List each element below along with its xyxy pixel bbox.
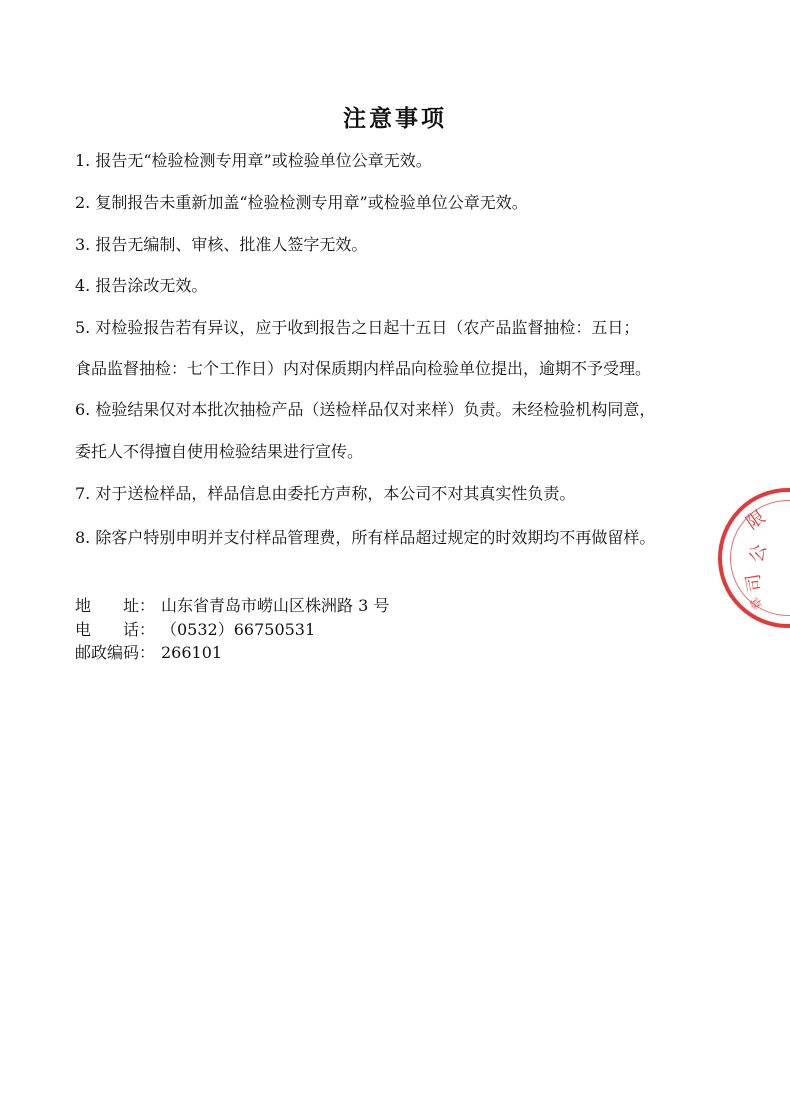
seal-char: 限 <box>742 506 770 534</box>
notice-item-6-continued: 委托人不得擅自使用检验结果进行宣传。 <box>75 442 364 461</box>
seal-char: 公 <box>745 541 771 565</box>
notice-item-1: 1. 报告无“检验检测专用章”或检验单位公章无效。 <box>75 151 432 170</box>
notice-item-5: 5. 对检验报告若有异议，应于收到报告之日起十五日（农产品监督抽检：五日； <box>75 318 640 337</box>
seal-char: 章 <box>747 594 766 613</box>
notice-item-5-continued: 食品监督抽检：七个工作日）内对保质期内样品向检验单位提出，逾期不予受理。 <box>75 359 652 378</box>
notice-item-3: 3. 报告无编制、审核、批准人签字无效。 <box>75 235 368 254</box>
notice-item-8: 8. 除客户特别申明并支付样品管理费，所有样品超过规定的时效期均不再做留样。 <box>75 528 656 547</box>
notice-item-7: 7. 对于送检样品，样品信息由委托方声称，本公司不对其真实性负责。 <box>75 484 576 503</box>
page-title: 注意事项 <box>343 105 447 132</box>
postcode-value: 266101 <box>161 643 223 662</box>
seal-char: 司 <box>742 572 767 594</box>
notice-item-6: 6. 检验结果仅对本批次抽检产品（送检样品仅对来样）负责。未经检验机构同意， <box>75 400 656 419</box>
address-label: 地 址： <box>75 596 156 615</box>
phone-line <box>75 617 315 640</box>
notice-item-2: 2. 复制报告未重新加盖“检验检测专用章”或检验单位公章无效。 <box>75 193 528 212</box>
phone-label: 电 话： <box>75 620 156 639</box>
notice-item-4: 4. 报告涂改无效。 <box>75 276 208 295</box>
address-value: 山东省青岛市崂山区株洲路 3 号 <box>161 596 390 615</box>
phone-value: （0532）66750531 <box>161 620 316 639</box>
company-seal-stamp <box>718 488 790 628</box>
address-line <box>75 593 389 616</box>
postcode-line <box>75 640 222 663</box>
postcode-label: 邮政编码： <box>75 643 156 662</box>
